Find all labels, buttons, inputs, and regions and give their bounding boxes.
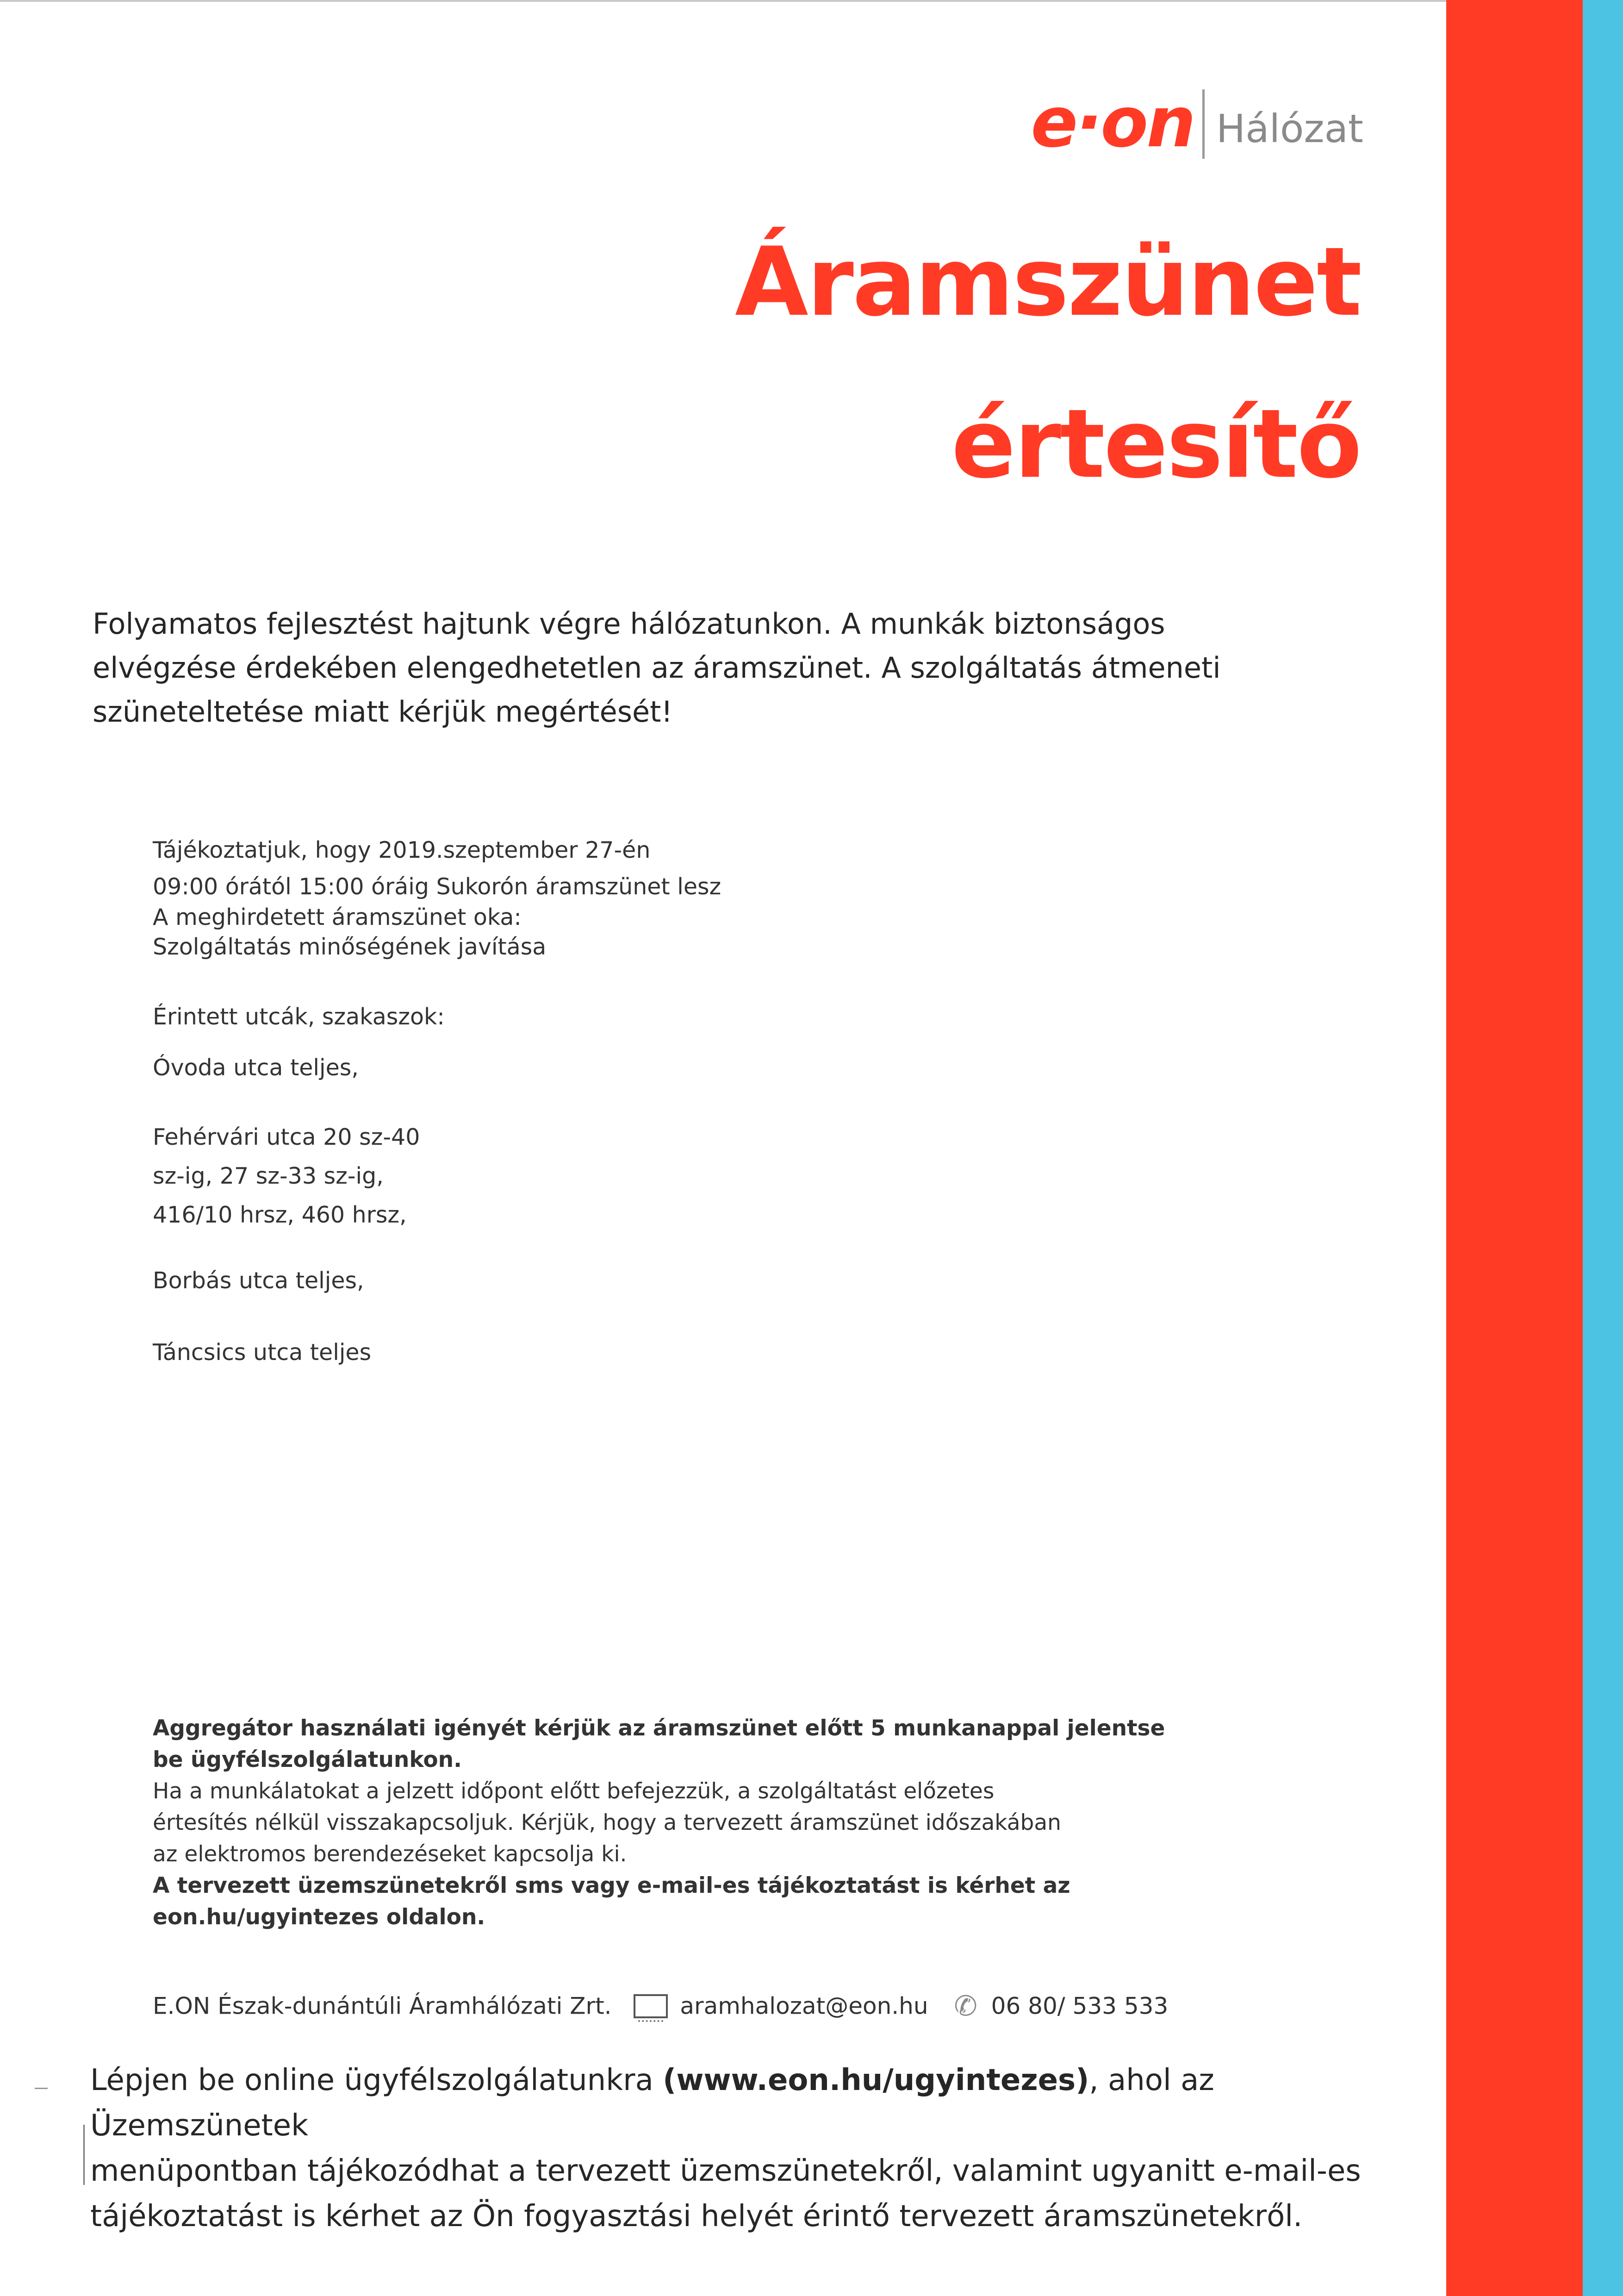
footer-link[interactable]: (www.eon.hu/ugyintezes) bbox=[663, 2063, 1089, 2097]
title-line-2: értesítő bbox=[951, 389, 1361, 499]
footer-paragraph bbox=[90, 2058, 1423, 2239]
notice-date: Tájékoztatjuk, hogy 2019.szeptember 27-én bbox=[153, 837, 651, 863]
street-item: Táncsics utca teljes bbox=[153, 1339, 372, 1366]
reason-label: A meghirdetett áramszünet oka: bbox=[153, 904, 522, 930]
intro-line: szüneteltetése miatt kérjük megértését! bbox=[93, 695, 673, 729]
scan-top-edge bbox=[0, 0, 1623, 2]
footer-line-1 bbox=[90, 2058, 1423, 2148]
street-item: Borbás utca teljes, bbox=[153, 1267, 364, 1294]
company-name: E.ON Észak-dunántúli Áramhálózati Zrt. bbox=[153, 1992, 612, 2020]
street-item: Óvoda utca teljes, bbox=[153, 1054, 359, 1081]
aggregator-text-line: értesítés nélkül visszakapcsoljuk. Kérjük, hogy a tervezett áramszünet időszakában bbox=[153, 1810, 1061, 1835]
streets-heading: Érintett utcák, szakaszok: bbox=[153, 1004, 445, 1030]
footer-line-3: tájékoztatást is kérhet az Ön fogyasztási helyét érintő tervezett áramszünetekről. bbox=[90, 2199, 1303, 2234]
street-line: Fehérvári utca 20 sz-40 bbox=[153, 1124, 420, 1150]
aggregator-text-line: Ha a munkálatokat a jelzett időpont előtt befejezzük, a szolgáltatást előzetes bbox=[153, 1778, 995, 1804]
sms-info-bold-line: eon.hu/ugyintezes oldalon. bbox=[153, 1904, 485, 1930]
outage-reason bbox=[153, 903, 1078, 962]
mail-icon bbox=[634, 1994, 668, 2018]
street-line: sz-ig, 27 sz-33 sz-ig, bbox=[153, 1163, 384, 1189]
street-line: 416/10 hrsz, 460 hrsz, bbox=[153, 1202, 407, 1228]
title-line-1: Áramszünet bbox=[735, 227, 1361, 337]
scan-margin-dash bbox=[35, 2088, 48, 2089]
sms-info-bold-line: A tervezett üzemszünetekről sms vagy e-mail-es tájékoztatást is kérhet az bbox=[153, 1873, 1070, 1898]
contact-phone[interactable]: 06 80/ 533 533 bbox=[991, 1992, 1169, 2020]
outage-notice bbox=[153, 831, 1078, 904]
street-item-fehervari bbox=[153, 1118, 1078, 1235]
scan-margin-mark bbox=[83, 2125, 85, 2185]
contact-email[interactable]: aramhalozat@eon.hu bbox=[680, 1992, 928, 2020]
footer-text: , ahol az Üzemszünetek bbox=[90, 2063, 1214, 2143]
eon-logo-mark: e·on bbox=[1031, 82, 1194, 163]
aggregator-bold-line: be ügyfélszolgálatunkon. bbox=[153, 1747, 462, 1772]
phone-icon: ✆ bbox=[954, 1990, 977, 2022]
blue-side-stripe bbox=[1583, 0, 1623, 2296]
aggregator-notice bbox=[153, 1713, 1217, 1933]
contact-row bbox=[153, 1984, 1263, 2025]
eon-logo bbox=[1018, 81, 1361, 164]
aggregator-text-line: az elektromos berendezéseket kapcsolja ki. bbox=[153, 1841, 627, 1867]
logo-divider bbox=[1202, 89, 1205, 159]
logo-subtitle: Hálózat bbox=[1216, 106, 1363, 151]
red-side-stripe bbox=[1446, 0, 1583, 2296]
footer-text: Lépjen be online ügyfélszolgálatunkra bbox=[90, 2063, 663, 2097]
intro-paragraph bbox=[93, 602, 1412, 734]
intro-line: elvégzése érdekében elengedhetetlen az áramszünet. A szolgáltatás átmeneti bbox=[93, 651, 1221, 685]
reason-value: Szolgáltatás minőségének javítása bbox=[153, 934, 547, 960]
footer-line-2: menüpontban tájékozódhat a tervezett üzemszünetekről, valamint ugyanitt e-mail-es bbox=[90, 2154, 1361, 2188]
notice-time-place: 09:00 órától 15:00 óráig Sukorón áramszünet lesz bbox=[153, 873, 721, 900]
intro-line: Folyamatos fejlesztést hajtunk végre hálózatunkon. A munkák biztonságos bbox=[93, 607, 1165, 641]
aggregator-bold-line: Aggregátor használati igényét kérjük az áramszünet előtt 5 munkanappal jelentse bbox=[153, 1716, 1165, 1741]
